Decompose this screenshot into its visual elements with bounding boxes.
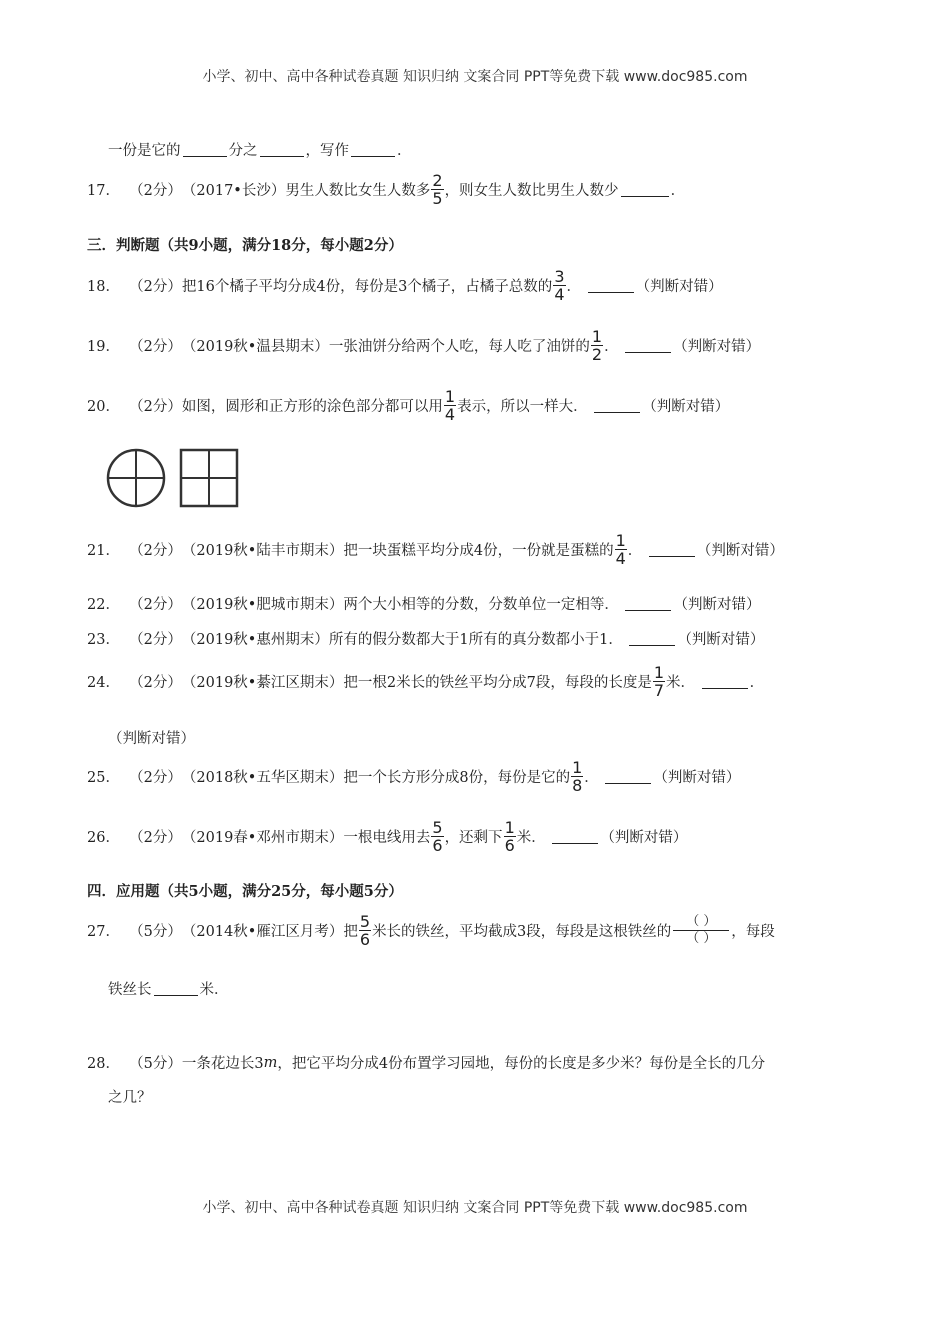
- score: （2分）: [129, 830, 182, 846]
- section-3-title: 三．判断题（共9小题，满分18分，每小题2分）: [87, 237, 403, 254]
- text: ，每段: [731, 924, 775, 940]
- judge-hint: （判断对错）: [635, 279, 723, 295]
- fraction: $\frac{2}{5}$: [432, 171, 443, 208]
- text: 把16个橘子平均分成4份，每份是3个橘子，占橘子总数的: [181, 279, 553, 295]
- question-18: [87, 268, 723, 303]
- question-19: [87, 328, 760, 363]
- judge-hint: （判断对错）: [673, 339, 761, 355]
- source: （2019秋•綦江区期末）: [181, 675, 344, 691]
- score: （2分）: [129, 632, 182, 648]
- unit: m: [263, 1054, 278, 1071]
- question-number: 23．: [87, 632, 120, 648]
- q24-judge-hint: （判断对错）: [108, 731, 195, 747]
- source: （2019春•邓州市期末）: [181, 830, 344, 846]
- source: （2019秋•温县期末）: [181, 339, 329, 355]
- text: ．: [749, 675, 765, 691]
- text: ，还剩下: [444, 830, 503, 846]
- source: （2019秋•惠州期末）: [181, 632, 329, 648]
- question-number: 17．: [87, 183, 120, 199]
- page-footer: 小学、初中、高中各种试卷真题 知识归纳 文案合同 PPT等免费下载 www.doc985.com: [202, 1200, 748, 1216]
- answer-blank[interactable]: [260, 142, 304, 157]
- question-number: 27．: [87, 924, 120, 940]
- text: 把一块蛋糕平均分成4份，一份就是蛋糕的: [343, 543, 614, 559]
- q16-continuation: [108, 139, 412, 160]
- fraction: $\frac{1}{4}$: [444, 387, 456, 424]
- question-28: [87, 1052, 765, 1073]
- text: 如图，圆形和正方形的涂色部分都可以用: [181, 399, 443, 415]
- judge-hint: （判断对错）: [600, 830, 688, 846]
- page-header: 小学、初中、高中各种试卷真题 知识归纳 文案合同 PPT等免费下载 www.doc985.com: [202, 69, 748, 85]
- fraction: $\frac{5}{6}$: [432, 818, 443, 855]
- answer-blank[interactable]: [154, 981, 198, 996]
- question-24: [87, 664, 764, 699]
- question-number: 24．: [87, 675, 120, 691]
- text: 把一根2米长的铁丝平均分成7段，每段的长度是: [343, 675, 652, 691]
- answer-blank[interactable]: [621, 182, 669, 197]
- fraction: $\frac{1}{2}$: [591, 327, 603, 364]
- question-17: [87, 172, 685, 207]
- section-4-title: 四．应用题（共5小题，满分25分，每小题5分）: [87, 883, 403, 900]
- question-23: [87, 628, 764, 649]
- score: （2分）: [129, 675, 182, 691]
- answer-blank[interactable]: [351, 142, 395, 157]
- text: 分之: [228, 143, 258, 159]
- fraction: $\frac{3}{4}$: [554, 267, 565, 304]
- question-27-line2: [108, 978, 229, 999]
- fraction: $\frac{5}{6}$: [359, 912, 371, 949]
- q20-figure: [106, 448, 242, 510]
- text: 两个大小相等的分数，分数单位一定相等．: [343, 597, 619, 613]
- text: 男生人数比女生人数多: [285, 183, 431, 199]
- score: （5分）: [129, 1056, 182, 1072]
- score: （5分）: [129, 924, 182, 940]
- judge-hint: （判断对错）: [642, 399, 730, 415]
- score: （2分）: [129, 770, 182, 786]
- answer-blank[interactable]: [605, 769, 651, 784]
- score: （2分）: [129, 339, 182, 355]
- text: 一根电线用去: [343, 830, 431, 846]
- judge-hint: （判断对错）: [696, 543, 784, 559]
- text: ．: [397, 143, 412, 159]
- text: ，则女生人数比男生人数少: [444, 183, 619, 199]
- question-28-line2: 之几？: [108, 1090, 152, 1106]
- answer-blank[interactable]: [594, 398, 640, 413]
- text: 米．: [199, 982, 229, 998]
- fraction: $\frac{1}{7}$: [653, 663, 665, 700]
- text: ，把它平均分成4份布置学习园地，每份的长度是多少米？每份是全长的几分: [277, 1056, 766, 1072]
- judge-hint: （判断对错）: [653, 770, 741, 786]
- question-number: 20．: [87, 399, 120, 415]
- text: 米．: [516, 830, 546, 846]
- answer-blank[interactable]: [702, 674, 748, 689]
- text: ．: [604, 339, 619, 355]
- source: （2014秋•雁江区月考）: [181, 924, 344, 940]
- answer-blank[interactable]: [552, 829, 598, 844]
- text: 表示，所以一样大．: [457, 399, 588, 415]
- text: ．: [670, 183, 686, 199]
- answer-blank[interactable]: [629, 631, 675, 646]
- question-number: 18．: [87, 279, 120, 295]
- question-number: 26．: [87, 830, 120, 846]
- answer-blank[interactable]: [649, 542, 695, 557]
- source: （2017•长沙）: [181, 183, 286, 199]
- source: （2018秋•五华区期末）: [181, 770, 344, 786]
- score: （2分）: [129, 183, 182, 199]
- judge-hint: （判断对错）: [673, 597, 761, 613]
- score: （2分）: [129, 399, 182, 415]
- text: 一条花边长3: [181, 1056, 264, 1072]
- source: （2019秋•陆丰市期末）: [181, 543, 344, 559]
- text: ．: [627, 543, 643, 559]
- judge-hint: （判断对错）: [677, 632, 765, 648]
- question-27: [87, 913, 775, 948]
- score: （2分）: [129, 597, 182, 613]
- fraction: $\frac{1}{6}$: [504, 818, 515, 855]
- text: 把一个长方形分成8份，每份是它的: [343, 770, 571, 786]
- question-number: 21．: [87, 543, 120, 559]
- fraction-answer-blank[interactable]: （ ） （ ）: [673, 914, 729, 947]
- question-number: 28．: [87, 1056, 120, 1072]
- text: 所有的假分数都大于1所有的真分数都小于1．: [328, 632, 623, 648]
- fraction: $\frac{1}{8}$: [572, 758, 583, 795]
- answer-blank[interactable]: [625, 596, 671, 611]
- fraction: $\frac{1}{4}$: [615, 531, 626, 568]
- answer-blank[interactable]: [588, 278, 634, 293]
- text: 一份是它的: [108, 143, 181, 159]
- question-25: [87, 759, 740, 794]
- score: （2分）: [129, 543, 182, 559]
- question-number: 22．: [87, 597, 120, 613]
- question-21: [87, 532, 784, 567]
- text: ．: [566, 279, 581, 295]
- score: （2分）: [129, 279, 182, 295]
- text: 把: [343, 924, 358, 940]
- text: 铁丝长: [108, 982, 152, 998]
- text: 米．: [666, 675, 696, 691]
- question-number: 19．: [87, 339, 120, 355]
- answer-blank[interactable]: [625, 338, 671, 353]
- question-20: [87, 388, 729, 423]
- text: 米长的铁丝，平均截成3段，每段是这根铁丝的: [372, 924, 672, 940]
- answer-blank[interactable]: [183, 142, 227, 157]
- text: ，写作: [305, 143, 349, 159]
- text: ．: [584, 770, 599, 786]
- source: （2019秋•肥城市期末）: [181, 597, 344, 613]
- text: 一张油饼分给两个人吃，每人吃了油饼的: [328, 339, 590, 355]
- question-26: [87, 819, 687, 854]
- question-number: 25．: [87, 770, 120, 786]
- question-22: [87, 593, 760, 614]
